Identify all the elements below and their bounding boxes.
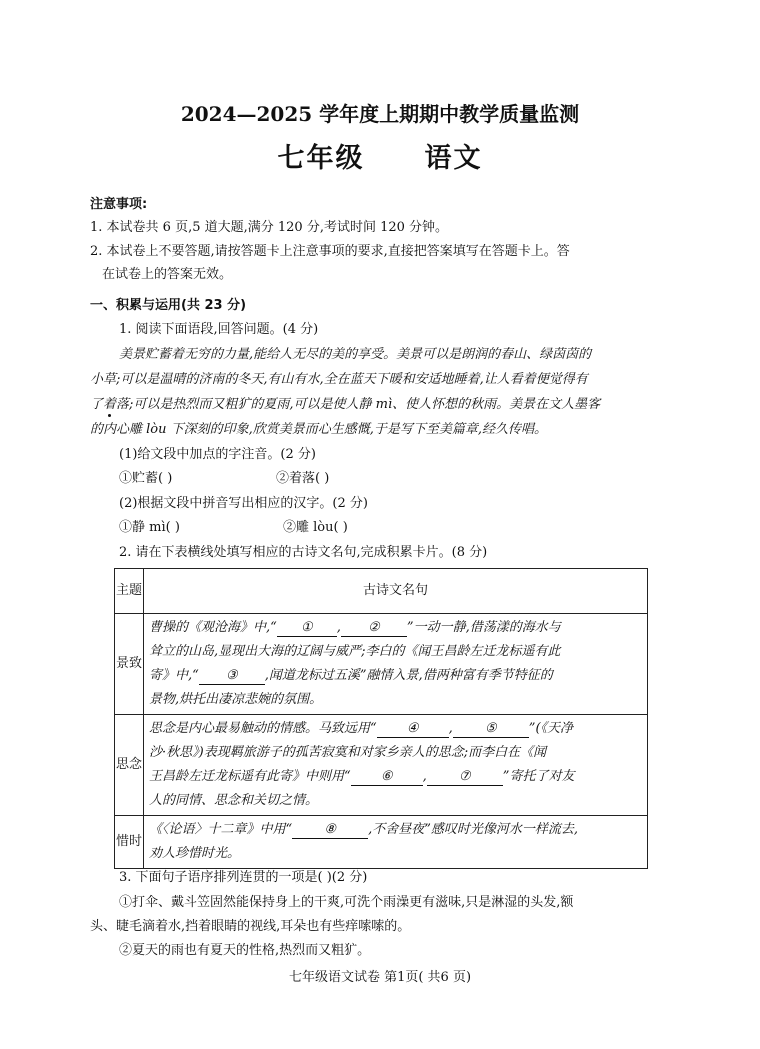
blank-7[interactable]: ⑦ [427, 769, 503, 786]
blank-1[interactable]: ① [277, 620, 337, 637]
notice-item-1: 1. 本试卷共 6 页,5 道大题,满分 120 分,考试时间 120 分钟。 [90, 220, 449, 235]
blank-2[interactable]: ② [341, 620, 407, 637]
table-row-time [115, 816, 648, 869]
q1-sub2-prompt: (2)根据文段中拼音写出相应的汉字。(2 分) [119, 496, 368, 511]
page-footer: 七年级语文试卷 第1页( 共6 页) [288, 970, 472, 985]
table-row-scenery [115, 614, 648, 715]
blank-4[interactable]: ④ [377, 721, 449, 738]
q1-sub2-answer-a: ①静 mì( ) [119, 520, 180, 535]
table-header-row [115, 569, 648, 614]
header-poem: 古诗文名句 [144, 569, 648, 614]
q1-prompt: 1. 阅读下面语段,回答问题。(4 分) [119, 322, 319, 337]
row-label-time: 惜时 [115, 816, 144, 869]
q3-prompt: 3. 下面句子语序排列连贯的一项是( )(2 分) [119, 870, 368, 885]
poetry-card-table [114, 568, 648, 869]
header-topic: 主题 [115, 569, 144, 614]
q1-sub1-answer-a: ①贮蓄( ) [119, 471, 173, 486]
q1-sub1-prompt: (1)给文段中加点的字注音。(2 分) [119, 447, 316, 462]
q2-prompt: 2. 请在下表横线处填写相应的古诗文名句,完成积累卡片。(8 分) [119, 545, 488, 560]
blank-5[interactable]: ⑤ [453, 721, 529, 738]
q1-passage-line4: 的内心雕 lòu 下深刻的印象,欣赏美景而心生感慨,于是写下至美篇章,经久传唱。 [90, 422, 548, 437]
blank-3[interactable]: ③ [199, 668, 265, 685]
row-label-scenery: 景致 [115, 614, 144, 715]
row-content-longing: 思念是内心最易触动的情感。马致远用“ ④ , ⑤ ”(《天净 沙·秋思》)表现羁旅游子的孤苦寂寞和对家乡亲人的思念;而李白在《闻 王昌龄左迁龙标遥有此寄》中则用“ ⑥ , ⑦ ”寄托了对友 人的同情、思念和关切之情。 [144, 715, 648, 816]
grade-subject-title [0, 136, 760, 175]
q1-passage-line1: 美景贮蓄着无穷的力量,能给人无尽的美的享受。美景可以是朗润的春山、绿茵茵的 [119, 347, 592, 362]
row-content-scenery: 曹操的《观沧海》中,“ ① , ② ”一动一静,借荡漾的海水与 耸立的山岛,显现出大海的辽阔与威严;李白的《闻王昌龄左迁龙标遥有此 寄》中,“ ③ ,闻道龙标过五溪”融情入景,借两种富有季节特征的 景物,烘托出凄凉悲婉的氛围。 [144, 614, 648, 715]
notice-item-2-line2: 在试卷上的答案无效。 [102, 267, 233, 282]
notice-heading: 注意事项: [90, 197, 148, 212]
blank-6[interactable]: ⑥ [351, 769, 423, 786]
q3-sentence-1-line2: 头、睫毛滴着水,挡着眼睛的视线,耳朵也有些痒嗦嗦的。 [90, 919, 411, 934]
q3-sentence-1-line1: ①打伞、戴斗笠固然能保持身上的干爽,可洗个雨澡更有滋味,只是淋湿的头发,额 [119, 895, 574, 910]
q1-sub2-answer-b: ②雕 lòu( ) [283, 520, 348, 535]
notice-item-2-line1: 2. 本试卷上不要答题,请按答题卡上注意事项的要求,直接把答案填写在答题卡上。答 [90, 244, 570, 259]
blank-8[interactable]: ⑧ [292, 822, 368, 839]
grade-label: 七年级 [277, 143, 365, 174]
section-1-heading: 一、积累与运用(共 23 分) [90, 298, 247, 313]
dotted-char-zhuo: 着 [103, 397, 117, 412]
row-content-time: 《〈论语〉十二章》中用“ ⑧ ,不舍昼夜”感叹时光像河水一样流去, 劝人珍惜时光。 [144, 816, 648, 869]
q3-sentence-2: ②夏天的雨也有夏天的性格,热烈而又粗犷。 [119, 943, 371, 958]
subject-label: 语文 [424, 143, 483, 174]
q1-passage-line2: 小草;可以是温晴的济南的冬天,有山有水,全在蓝天下暖和安适地睡着,让人看着便觉得有 [90, 372, 588, 387]
q1-passage-line3: 了着落;可以是热烈而又粗犷的夏雨,可以是使人静 mì、使人怀想的秋雨。美景在文人墨客 [90, 397, 601, 412]
q1-sub1-answer-b: ②着落( ) [276, 471, 330, 486]
table-row-longing [115, 715, 648, 816]
row-label-longing: 思念 [115, 715, 144, 816]
exam-title: 2024—2025 学年度上期期中教学质量监测 [180, 102, 580, 126]
